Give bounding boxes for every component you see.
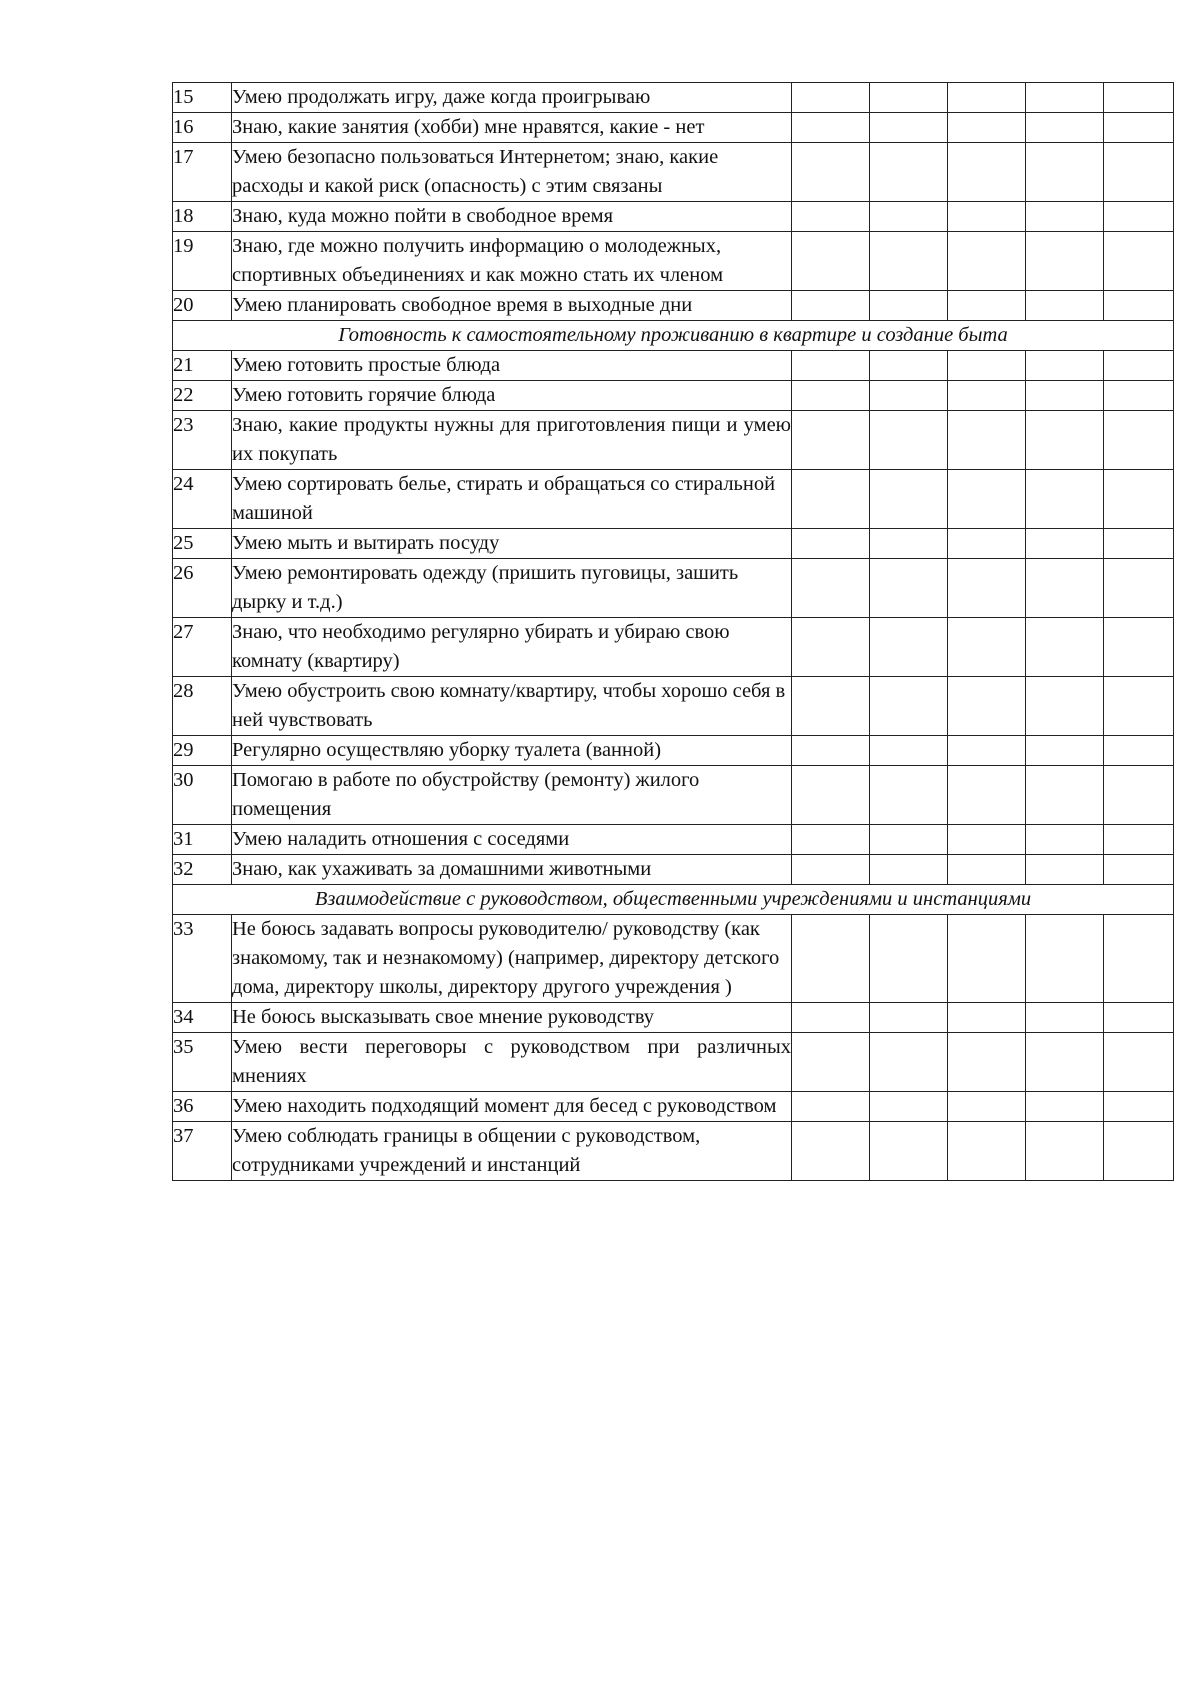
rating-cell-5[interactable] <box>1104 766 1174 825</box>
item-number: 37 <box>173 1122 232 1181</box>
rating-cell-2[interactable] <box>870 202 948 232</box>
rating-cell-2[interactable] <box>870 232 948 291</box>
rating-cell-4[interactable] <box>1026 618 1104 677</box>
table-row <box>173 351 1174 381</box>
rating-cell-1[interactable] <box>792 1003 870 1033</box>
rating-cell-1[interactable] <box>792 825 870 855</box>
item-statement: Знаю, какие занятия (хобби) мне нравятся, какие - нет <box>232 113 792 143</box>
rating-cell-2[interactable] <box>870 1003 948 1033</box>
item-statement: Регулярно осуществляю уборку туалета (ванной) <box>232 736 792 766</box>
rating-cell-1[interactable] <box>792 529 870 559</box>
rating-cell-1[interactable] <box>792 351 870 381</box>
rating-cell-5[interactable] <box>1104 677 1174 736</box>
rating-cell-1[interactable] <box>792 202 870 232</box>
rating-cell-2[interactable] <box>870 618 948 677</box>
rating-cell-3[interactable] <box>948 470 1026 529</box>
rating-cell-1[interactable] <box>792 143 870 202</box>
rating-cell-5[interactable] <box>1104 559 1174 618</box>
rating-cell-3[interactable] <box>948 618 1026 677</box>
item-number: 18 <box>173 202 232 232</box>
rating-cell-3[interactable] <box>948 915 1026 1003</box>
table-row <box>173 113 1174 143</box>
rating-cell-5[interactable] <box>1104 915 1174 1003</box>
item-number: 20 <box>173 291 232 321</box>
table-row <box>173 1033 1174 1092</box>
table-row <box>173 1122 1174 1181</box>
item-number: 36 <box>173 1092 232 1122</box>
rating-cell-4[interactable] <box>1026 736 1104 766</box>
rating-cell-5[interactable] <box>1104 1122 1174 1181</box>
rating-cell-5[interactable] <box>1104 143 1174 202</box>
rating-cell-3[interactable] <box>948 143 1026 202</box>
rating-cell-4[interactable] <box>1026 1033 1104 1092</box>
table-row <box>173 1092 1174 1122</box>
item-statement: Знаю, как ухаживать за домашними животными <box>232 855 792 885</box>
rating-cell-1[interactable] <box>792 470 870 529</box>
item-number: 33 <box>173 915 232 1003</box>
section-title-institutions: Взаимодействие с руководством, общественными учреждениями и инстанциями <box>173 885 1174 915</box>
table-row <box>173 470 1174 529</box>
table-row <box>173 202 1174 232</box>
item-statement: Знаю, где можно получить информацию о молодежных, спортивных объединениях и как можно стать их членом <box>232 232 792 291</box>
rating-cell-4[interactable] <box>1026 825 1104 855</box>
rating-cell-2[interactable] <box>870 559 948 618</box>
section-row <box>173 885 1174 915</box>
rating-cell-5[interactable] <box>1104 470 1174 529</box>
rating-cell-3[interactable] <box>948 351 1026 381</box>
rating-cell-1[interactable] <box>792 411 870 470</box>
rating-cell-3[interactable] <box>948 1122 1026 1181</box>
rating-cell-1[interactable] <box>792 232 870 291</box>
item-number: 31 <box>173 825 232 855</box>
self-assessment-table <box>172 82 1174 1181</box>
rating-cell-3[interactable] <box>948 1092 1026 1122</box>
rating-cell-5[interactable] <box>1104 736 1174 766</box>
rating-cell-4[interactable] <box>1026 381 1104 411</box>
item-number: 25 <box>173 529 232 559</box>
section-institutions <box>173 885 1174 915</box>
rating-cell-2[interactable] <box>870 529 948 559</box>
rating-cell-2[interactable] <box>870 351 948 381</box>
item-statement: Умею безопасно пользоваться Интернетом; знаю, какие расходы и какой риск (опасность) с этим связаны <box>232 143 792 202</box>
item-number: 22 <box>173 381 232 411</box>
table-row <box>173 559 1174 618</box>
item-statement: Умею обустроить свою комнату/квартиру, чтобы хорошо себя в ней чувствовать <box>232 677 792 736</box>
table-row <box>173 381 1174 411</box>
rating-cell-1[interactable] <box>792 677 870 736</box>
item-statement: Знаю, какие продукты нужны для приготовления пищи и умею их покупать <box>232 411 792 470</box>
rating-cell-5[interactable] <box>1104 411 1174 470</box>
table-row <box>173 677 1174 736</box>
rating-cell-4[interactable] <box>1026 1003 1104 1033</box>
rating-cell-1[interactable] <box>792 1033 870 1092</box>
table-row <box>173 825 1174 855</box>
rating-cell-1[interactable] <box>792 855 870 885</box>
rating-cell-3[interactable] <box>948 825 1026 855</box>
item-number: 23 <box>173 411 232 470</box>
rating-cell-3[interactable] <box>948 766 1026 825</box>
rating-cell-5[interactable] <box>1104 825 1174 855</box>
rating-cell-1[interactable] <box>792 83 870 113</box>
table-row <box>173 411 1174 470</box>
item-statement: Знаю, куда можно пойти в свободное время <box>232 202 792 232</box>
item-statement: Не боюсь высказывать свое мнение руководству <box>232 1003 792 1033</box>
rating-cell-4[interactable] <box>1026 470 1104 529</box>
rating-cell-4[interactable] <box>1026 202 1104 232</box>
rating-cell-2[interactable] <box>870 1033 948 1092</box>
table-row <box>173 1003 1174 1033</box>
rating-cell-4[interactable] <box>1026 855 1104 885</box>
rating-cell-5[interactable] <box>1104 291 1174 321</box>
rating-cell-4[interactable] <box>1026 411 1104 470</box>
rating-cell-3[interactable] <box>948 855 1026 885</box>
rating-cell-4[interactable] <box>1026 291 1104 321</box>
item-statement: Умею вести переговоры с руководством при различных мнениях <box>232 1033 792 1092</box>
items-group-leisure <box>173 83 1174 321</box>
rating-cell-4[interactable] <box>1026 766 1104 825</box>
rating-cell-2[interactable] <box>870 83 948 113</box>
item-statement: Помогаю в работе по обустройству (ремонту) жилого помещения <box>232 766 792 825</box>
rating-cell-2[interactable] <box>870 1122 948 1181</box>
rating-cell-3[interactable] <box>948 232 1026 291</box>
item-number: 21 <box>173 351 232 381</box>
rating-cell-4[interactable] <box>1026 83 1104 113</box>
rating-cell-3[interactable] <box>948 113 1026 143</box>
rating-cell-3[interactable] <box>948 1033 1026 1092</box>
table-row <box>173 529 1174 559</box>
table-row <box>173 232 1174 291</box>
rating-cell-2[interactable] <box>870 915 948 1003</box>
rating-cell-2[interactable] <box>870 677 948 736</box>
table-row <box>173 736 1174 766</box>
rating-cell-1[interactable] <box>792 766 870 825</box>
rating-cell-4[interactable] <box>1026 1122 1104 1181</box>
rating-cell-4[interactable] <box>1026 113 1104 143</box>
rating-cell-3[interactable] <box>948 1003 1026 1033</box>
rating-cell-5[interactable] <box>1104 381 1174 411</box>
item-statement: Умею соблюдать границы в общении с руководством, сотрудниками учреждений и инстанций <box>232 1122 792 1181</box>
item-number: 16 <box>173 113 232 143</box>
item-number: 28 <box>173 677 232 736</box>
rating-cell-1[interactable] <box>792 559 870 618</box>
rating-cell-3[interactable] <box>948 381 1026 411</box>
rating-cell-1[interactable] <box>792 1122 870 1181</box>
item-number: 27 <box>173 618 232 677</box>
rating-cell-4[interactable] <box>1026 232 1104 291</box>
rating-cell-3[interactable] <box>948 202 1026 232</box>
rating-cell-2[interactable] <box>870 766 948 825</box>
table-row <box>173 855 1174 885</box>
item-number: 17 <box>173 143 232 202</box>
rating-cell-5[interactable] <box>1104 855 1174 885</box>
item-number: 19 <box>173 232 232 291</box>
table-row <box>173 618 1174 677</box>
item-number: 24 <box>173 470 232 529</box>
rating-cell-4[interactable] <box>1026 1092 1104 1122</box>
rating-cell-3[interactable] <box>948 559 1026 618</box>
table-row <box>173 143 1174 202</box>
item-statement: Умею сортировать белье, стирать и обращаться со стиральной машиной <box>232 470 792 529</box>
rating-cell-4[interactable] <box>1026 143 1104 202</box>
rating-cell-2[interactable] <box>870 736 948 766</box>
item-number: 26 <box>173 559 232 618</box>
rating-cell-3[interactable] <box>948 83 1026 113</box>
rating-cell-3[interactable] <box>948 677 1026 736</box>
item-number: 32 <box>173 855 232 885</box>
rating-cell-2[interactable] <box>870 381 948 411</box>
rating-cell-3[interactable] <box>948 736 1026 766</box>
rating-cell-5[interactable] <box>1104 618 1174 677</box>
item-number: 34 <box>173 1003 232 1033</box>
rating-cell-1[interactable] <box>792 915 870 1003</box>
items-group-institutions <box>173 915 1174 1181</box>
rating-cell-5[interactable] <box>1104 351 1174 381</box>
rating-cell-1[interactable] <box>792 736 870 766</box>
table-row <box>173 83 1174 113</box>
rating-cell-4[interactable] <box>1026 529 1104 559</box>
rating-cell-2[interactable] <box>870 1092 948 1122</box>
rating-cell-2[interactable] <box>870 470 948 529</box>
table-row <box>173 291 1174 321</box>
rating-cell-2[interactable] <box>870 291 948 321</box>
rating-cell-5[interactable] <box>1104 232 1174 291</box>
item-number: 15 <box>173 83 232 113</box>
item-number: 30 <box>173 766 232 825</box>
rating-cell-1[interactable] <box>792 1092 870 1122</box>
rating-cell-3[interactable] <box>948 291 1026 321</box>
rating-cell-5[interactable] <box>1104 1092 1174 1122</box>
item-statement: Знаю, что необходимо регулярно убирать и убираю свою комнату (квартиру) <box>232 618 792 677</box>
rating-cell-5[interactable] <box>1104 1003 1174 1033</box>
item-statement: Не боюсь задавать вопросы руководителю/ руководству (как знакомому, так и незнакомому) (например, директору детского дома, директору школы, директору другого учреждения ) <box>232 915 792 1003</box>
rating-cell-4[interactable] <box>1026 677 1104 736</box>
rating-cell-1[interactable] <box>792 291 870 321</box>
rating-cell-5[interactable] <box>1104 83 1174 113</box>
rating-cell-2[interactable] <box>870 825 948 855</box>
table-row <box>173 915 1174 1003</box>
rating-cell-1[interactable] <box>792 113 870 143</box>
rating-cell-5[interactable] <box>1104 529 1174 559</box>
rating-cell-3[interactable] <box>948 529 1026 559</box>
rating-cell-2[interactable] <box>870 113 948 143</box>
rating-cell-2[interactable] <box>870 143 948 202</box>
rating-cell-4[interactable] <box>1026 351 1104 381</box>
section-row <box>173 321 1174 351</box>
rating-cell-2[interactable] <box>870 855 948 885</box>
section-title-household: Готовность к самостоятельному проживанию в квартире и создание быта <box>173 321 1174 351</box>
item-statement: Умею ремонтировать одежду (пришить пуговицы, зашить дырку и т.д.) <box>232 559 792 618</box>
item-statement: Умею готовить горячие блюда <box>232 381 792 411</box>
rating-cell-2[interactable] <box>870 411 948 470</box>
rating-cell-4[interactable] <box>1026 559 1104 618</box>
rating-cell-5[interactable] <box>1104 202 1174 232</box>
section-household <box>173 321 1174 351</box>
item-statement: Умею планировать свободное время в выходные дни <box>232 291 792 321</box>
item-statement: Умею готовить простые блюда <box>232 351 792 381</box>
table-row <box>173 766 1174 825</box>
rating-cell-1[interactable] <box>792 381 870 411</box>
rating-cell-5[interactable] <box>1104 1033 1174 1092</box>
items-group-household <box>173 351 1174 885</box>
item-statement: Умею наладить отношения с соседями <box>232 825 792 855</box>
item-statement: Умею мыть и вытирать посуду <box>232 529 792 559</box>
item-statement: Умею находить подходящий момент для бесед с руководством <box>232 1092 792 1122</box>
rating-cell-5[interactable] <box>1104 113 1174 143</box>
item-number: 35 <box>173 1033 232 1092</box>
rating-cell-4[interactable] <box>1026 915 1104 1003</box>
rating-cell-1[interactable] <box>792 618 870 677</box>
rating-cell-3[interactable] <box>948 411 1026 470</box>
item-statement: Умею продолжать игру, даже когда проигрываю <box>232 83 792 113</box>
item-number: 29 <box>173 736 232 766</box>
